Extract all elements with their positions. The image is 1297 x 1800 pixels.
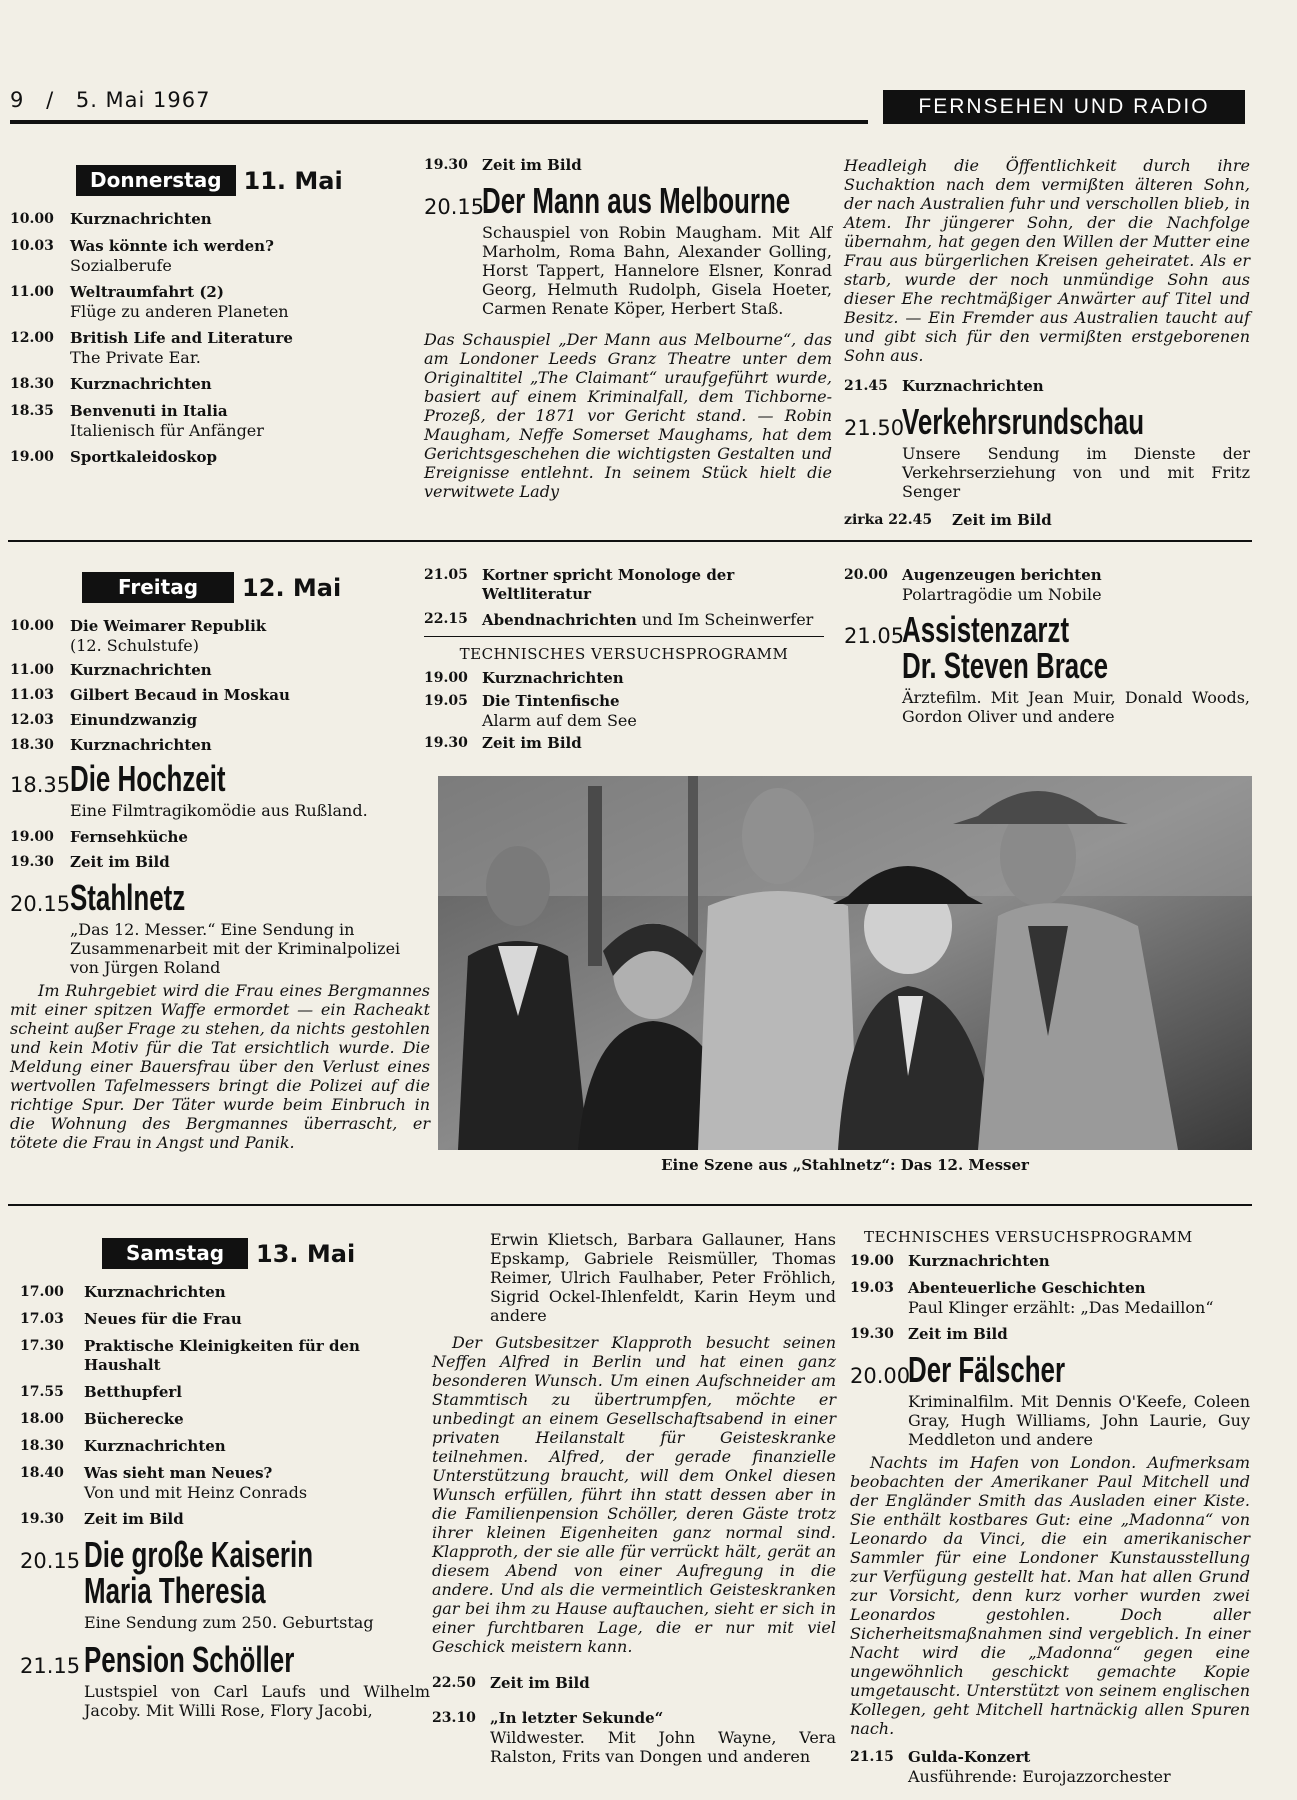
day-badge: Donnerstag [76, 165, 236, 196]
program-entry: 19.30 Zeit im Bild [10, 853, 170, 871]
program-entry: 23.10 „In letzter Sekunde“ Wildwester. Mit John Wayne, Vera Ralston, Frits van Dongen und anderen [432, 1709, 836, 1766]
featured-program: 20.00 Der Fälscher [850, 1349, 1066, 1390]
day-header-thursday [76, 165, 430, 196]
program-entry: 18.30 Kurznachrichten [10, 375, 212, 393]
program-entry: 22.15 Abendnachrichten und Im Scheinwerfer [424, 610, 814, 629]
program-synopsis: Der Gutsbesitzer Klapproth besucht seinen Neffen Alfred in Berlin und hat einen ganz besonderen Wunsch. Um einen Aufschneider am Stammtisch zu übertrumpfen, möchte er unbedingt an einem Gesellschaftsabend in einer privaten Heilanstalt für Geisteskranke teilnehmen. Alfred, der gerade finanzielle Unterstützung braucht, will dem Onkel diesen Wunsch erfüllen, führt ihn statt dessen aber in die Familienpension Schöller, deren Gäste trotz ihrer kleinen Eigenheiten ganz normal sind. Klapproth, der sie alle für verrückt hält, gerät an diesem Abend von einer Aufregung in die andere. Und als die vermeintlich Geisteskranken gar bei ihm zu Hause auftauchen, sieht er sich in einer furchtbaren Lage, die er nur mit viel Geschick meistern kann. [432, 1333, 836, 1656]
program-entry: 19.30 Zeit im Bild [424, 156, 582, 174]
friday-column-2 [424, 566, 832, 761]
day-badge: Freitag [82, 572, 234, 603]
program-entry: 19.03 Abenteuerliche Geschichten Paul Klinger erzählt: „Das Medaillon“ [850, 1279, 1214, 1317]
featured-title: Pension Schöller [84, 1639, 295, 1680]
friday-column-3 [844, 566, 1250, 726]
program-entry: 21.45 Kurznachrichten [844, 377, 1044, 395]
saturday-column-2 [432, 1230, 836, 1774]
divider [424, 636, 824, 637]
featured-program: 20.15 Die große Kaiserin [20, 1534, 314, 1575]
program-synopsis: Das Schauspiel „Der Mann aus Melbourne“, das am Londoner Leeds Granz Theatre unter dem Originaltitel „The Claimant“ uraufgeführt wurde, basiert auf einem Kriminalfall, dem Tichborne-Prozeß, der 1871 vor Gericht stand. — Robin Maugham, Neffe Somerset Maughams, hat dem Gerichtsgeschehen die wichtigsten Gestalten und Ereignisse entlehnt. In seinem Stück hielt die verwitwete Lady [424, 330, 832, 501]
featured-title: Der Mann aus Melbourne [482, 180, 791, 221]
program-entry: 12.00 British Life and Literature The Private Ear. [10, 329, 293, 367]
featured-program: 20.15 Stahlnetz [10, 877, 186, 918]
day-date: 11. Mai [243, 166, 343, 195]
program-entry: 19.00 Kurznachrichten [850, 1252, 1050, 1270]
day-header-saturday [102, 1238, 430, 1269]
program-entry: 18.30 Kurznachrichten [10, 736, 212, 754]
program-description: Lustspiel von Carl Laufs und Wilhelm Jacoby. Mit Willi Rose, Flory Jacobi, [84, 1682, 430, 1720]
program-entry: 19.00 Kurznachrichten [424, 669, 624, 687]
photo-caption: Eine Szene aus „Stahlnetz“: Das 12. Messer [661, 1156, 1029, 1174]
thursday-column-2 [424, 156, 832, 501]
program-entry: 11.00 Kurznachrichten [10, 661, 212, 679]
saturday-column-1 [10, 1238, 430, 1720]
issue-date: 5. Mai 1967 [75, 88, 211, 112]
program-entry: 18.00 Bücherecke [20, 1410, 184, 1428]
day-divider [8, 1204, 1252, 1206]
program-entry: 10.00 Kurznachrichten [10, 210, 212, 228]
program-synopsis: Im Ruhrgebiet wird die Frau eines Bergmannes mit einer spitzen Waffe ermordet — ein Racheakt scheint außer Frage zu stehen, da nichts gestohlen und kein Motiv für die Tat ersichtlich wurde. Die Meldung einer Bauersfrau über den Verlust eines wertvollen Tafelmessers bringt die Polizei auf die richtige Spur. Der Täter wurde beim Einbruch in die Wohnung des Bergmannes überrascht, er tötete die Frau in Angst und Panik. [10, 981, 430, 1152]
featured-title: Die große Kaiserin [84, 1534, 314, 1575]
program-entry: zirka 22.45 Zeit im Bild [844, 511, 1052, 529]
page-number: 9 [10, 88, 25, 112]
day-badge: Samstag [102, 1238, 248, 1269]
header-rule [10, 120, 868, 124]
featured-program: 21.05 Assistenzarzt [844, 609, 1070, 650]
program-entry: 18.30 Kurznachrichten [20, 1437, 226, 1455]
program-entry: 17.03 Neues für die Frau [20, 1310, 242, 1328]
program-entry: 19.00 Sportkaleidoskop [10, 448, 218, 466]
program-entry: 19.30 Zeit im Bild [424, 734, 582, 752]
program-entry: 17.30 Praktische Kleinigkeiten für den Haushalt [20, 1337, 360, 1374]
program-entry: 17.55 Betthupferl [20, 1383, 182, 1401]
program-description: Schauspiel von Robin Maugham. Mit Alf Marholm, Roma Bahn, Alexander Golling, Horst Tappert, Hannelore Elsner, Konrad Georg, Helmuth Rudolph, Gisela Hoeter, Carmen Renate Köper, Herbert Staß. [482, 223, 832, 318]
featured-title: Assistenzarzt [902, 609, 1070, 650]
program-entry: 18.35 Benvenuti in Italia Italienisch für Anfänger [10, 402, 264, 440]
program-entry: 10.00 Die Weimarer Republik (12. Schulstufe) [10, 617, 267, 655]
program-synopsis: Nachts im Hafen von London. Aufmerksam beobachten der Amerikaner Paul Mitchell und der Engländer Smith das Ausladen einer Kiste. Sie enthält kostbares Gut: eine „Madonna“ von Leonardo da Vinci, die ein amerikanischer Sammler für eine Londoner Kunstausstellung zur Verfügung gestellt hat. Man hat allen Grund zur Vorsicht, denn kurz vorher wurden zwei Leonardos gestohlen. Doch aller Sicherheitsmaßnahmen sind vergeblich. In einer Nacht wird die „Madonna“ gegen eine ungewöhnlich geschickt gemachte Kopie umgetauscht. Unterstützt von seinem englischen Kollegen, geht Mitchell hartnäckig allen Spuren nach. [850, 1453, 1250, 1738]
program-entry: 11.00 Weltraumfahrt (2) Flüge zu anderen Planeten [10, 283, 289, 321]
friday-column-1 [10, 572, 430, 1152]
featured-title: Dr. Steven Brace [902, 645, 1109, 686]
cast-list: Erwin Klietsch, Barbara Gallauner, Hans Epskamp, Gabriele Reismüller, Thomas Reimer, Ulrich Faulhaber, Peter Fröhlich, Sigrid Ockel-Ihlenfeldt, Karin Heym und andere [490, 1230, 836, 1325]
featured-program: 20.15 Der Mann aus Melbourne [424, 180, 791, 221]
featured-title: Maria Theresia [84, 1570, 266, 1611]
featured-program: 21.50 Verkehrsrundschau [844, 401, 1145, 442]
program-entry: 21.05 Kortner spricht Monologe der Weltliteratur [424, 566, 735, 603]
day-date: 13. Mai [256, 1239, 356, 1268]
program-entry: 19.05 Die Tintenfische Alarm auf dem See [424, 692, 637, 730]
program-entry: 18.40 Was sieht man Neues? Von und mit Heinz Conrads [20, 1464, 308, 1502]
day-header-friday [82, 572, 430, 603]
section-heading: TECHNISCHES VERSUCHSPROGRAMM [864, 1228, 1193, 1246]
featured-program-line2 [20, 1570, 430, 1611]
scene-photo [438, 776, 1252, 1150]
featured-title: Verkehrsrundschau [902, 401, 1145, 442]
featured-program: 21.15 Pension Schöller [20, 1639, 295, 1680]
featured-title: Stahlnetz [70, 877, 186, 918]
program-entry: 10.03 Was könnte ich werden? Sozialberufe [10, 237, 274, 275]
featured-program-line2 [844, 645, 1250, 686]
program-synopsis: Headleigh die Öffentlichkeit durch ihre Suchaktion nach dem vermißten älteren Sohn, der nach Australien fuhr und verschollen blieb, in Atem. Ihr jüngerer Sohn, der die Nachfolge übernahm, hat gegen den Willen der Mutter eine Frau aus bürgerlichen Kreisen geheiratet. Als er starb, wurde der noch unmündige Sohn aus dieser Ehe rechtmäßiger Anwärter auf Titel und Besitz. — Ein Fremder aus Australien taucht auf und gibt sich für den vermißten erstgeborenen Sohn aus. [844, 156, 1250, 365]
program-description: Kriminalfilm. Mit Dennis O'Keefe, Coleen Gray, Hugh Williams, John Laurie, Guy Meddleton und andere [908, 1392, 1250, 1449]
program-entry: 21.15 Gulda-Konzert Ausführende: Eurojazzorchester [850, 1748, 1171, 1786]
program-description: Eine Sendung zum 250. Geburtstag [84, 1613, 374, 1632]
featured-title: Die Hochzeit [70, 758, 226, 799]
featured-program: 18.35 Die Hochzeit [10, 758, 226, 799]
program-entry: 20.00 Augenzeugen berichten Polartragödie um Nobile [844, 566, 1102, 604]
program-entry: 11.03 Gilbert Becaud in Moskau [10, 686, 290, 704]
program-description: „Das 12. Messer.“ Eine Sendung in Zusammenarbeit mit der Kriminalpolizei von Jürgen Roland [70, 920, 401, 977]
program-entry: 19.30 Zeit im Bild [850, 1325, 1008, 1343]
featured-title: Der Fälscher [908, 1349, 1066, 1390]
program-description: Ärztefilm. Mit Jean Muir, Donald Woods, Gordon Oliver und andere [902, 688, 1250, 726]
scene-illustration [438, 776, 1252, 1150]
masthead: 9 / 5. Mai 1967 [10, 88, 211, 112]
section-heading: TECHNISCHES VERSUCHSPROGRAMM [459, 645, 789, 663]
program-description: Eine Filmtragikomödie aus Rußland. [70, 801, 368, 820]
section-rubric: FERNSEHEN UND RADIO [883, 90, 1245, 124]
program-description: Unsere Sendung im Dienste der Verkehrserziehung von und mit Fritz Senger [902, 444, 1250, 501]
thursday-column-1 [10, 165, 430, 475]
thursday-column-3 [844, 156, 1250, 538]
saturday-column-3 [850, 1228, 1250, 1794]
program-entry: 22.50 Zeit im Bild [432, 1674, 590, 1692]
day-date: 12. Mai [242, 573, 342, 602]
program-entry: 12.03 Einundzwanzig [10, 711, 198, 729]
program-entry: 19.00 Fernsehküche [10, 828, 188, 846]
program-entry: 17.00 Kurznachrichten [20, 1283, 226, 1301]
program-entry: 19.30 Zeit im Bild [20, 1510, 184, 1528]
day-divider [8, 540, 1252, 542]
